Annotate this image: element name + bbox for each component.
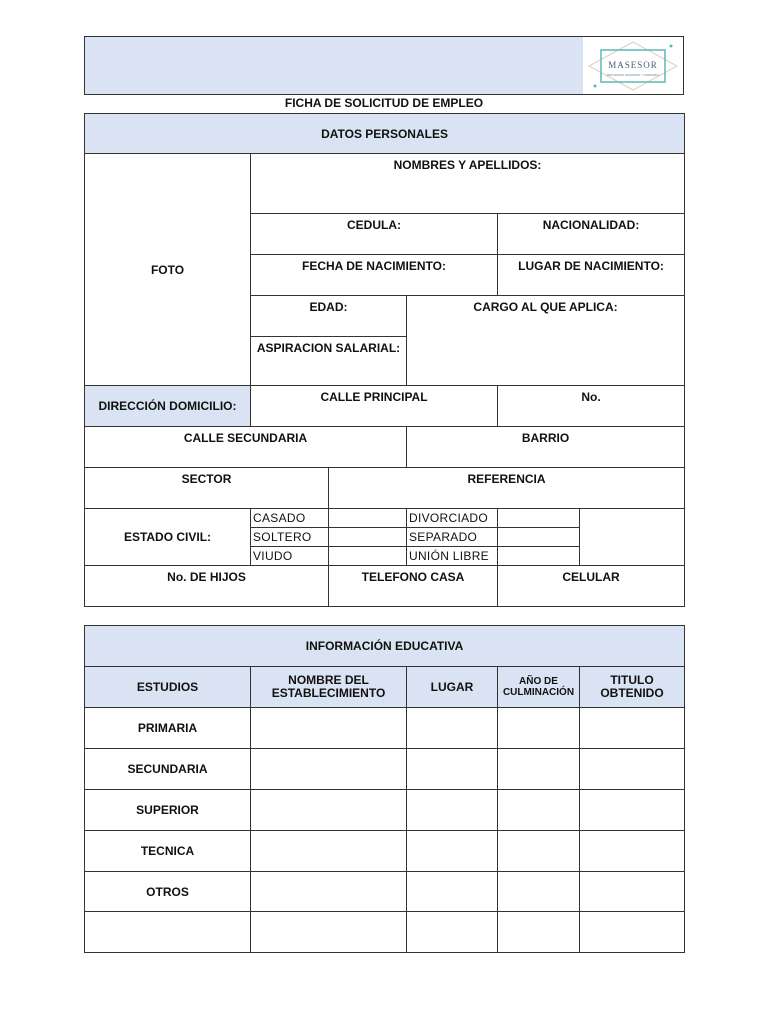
checkbox-separado[interactable] (498, 528, 580, 547)
field-telefono[interactable] (329, 566, 498, 607)
logo-graphic (587, 40, 679, 92)
option-divorciado: DIVORCIADO (407, 509, 498, 528)
cell-input[interactable] (498, 912, 580, 953)
row-label-superior: SUPERIOR (85, 790, 251, 831)
checkbox-soltero[interactable] (329, 528, 407, 547)
section-title-education: INFORMACIÓN EDUCATIVA (85, 626, 685, 667)
col-header-titulo-text: TITULO OBTENIDO (600, 673, 664, 700)
checkbox-union-libre[interactable] (498, 547, 580, 566)
label-fecha-nacimiento: FECHA DE NACIMIENTO: (302, 259, 446, 273)
field-referencia[interactable] (329, 468, 685, 509)
label-edad: EDAD: (309, 300, 348, 314)
row-label-tecnica: TECNICA (85, 831, 251, 872)
label-cargo: CARGO AL QUE APLICA: (473, 300, 618, 314)
document-title: FICHA DE SOLICITUD DE EMPLEO (284, 96, 484, 110)
label-numero: No. (581, 390, 601, 404)
row-label-primaria: PRIMARIA (85, 708, 251, 749)
photo-label: FOTO (150, 262, 185, 277)
checkbox-casado[interactable] (329, 509, 407, 528)
field-nacionalidad[interactable] (498, 214, 685, 255)
cell-input[interactable] (580, 912, 685, 953)
field-calle-principal[interactable] (251, 386, 498, 427)
field-calle-secundaria[interactable] (85, 427, 407, 468)
table-row (85, 708, 685, 749)
field-celular[interactable] (498, 566, 685, 607)
cell-input[interactable] (251, 872, 407, 912)
label-sector: SECTOR (181, 472, 232, 486)
cell-input[interactable] (580, 708, 685, 749)
cell-input[interactable] (407, 708, 498, 749)
photo-box[interactable] (85, 154, 251, 386)
field-nombres[interactable] (251, 154, 685, 214)
label-hijos: No. DE HIJOS (167, 570, 246, 584)
col-header-estudios: ESTUDIOS (85, 667, 251, 708)
label-nacionalidad: NACIONALIDAD: (542, 218, 640, 232)
cell-input[interactable] (498, 872, 580, 912)
svg-text:RECURSOS HUMANOS Y ASESORIA: RECURSOS HUMANOS Y ASESORIA (607, 72, 659, 77)
cell-input[interactable] (498, 749, 580, 790)
field-numero[interactable] (498, 386, 685, 427)
checkbox-viudo[interactable] (329, 547, 407, 566)
cell-input[interactable] (580, 749, 685, 790)
cell-input[interactable] (407, 872, 498, 912)
cell-input[interactable] (251, 749, 407, 790)
personal-data-table (84, 113, 685, 607)
label-cedula: CEDULA: (347, 218, 401, 232)
estado-civil-blank (580, 509, 685, 566)
cell-input[interactable] (498, 708, 580, 749)
label-calle-principal: CALLE PRINCIPAL (320, 390, 428, 404)
table-row (85, 749, 685, 790)
table-row (85, 912, 685, 953)
col-header-lugar: LUGAR (407, 667, 498, 708)
field-cargo[interactable] (407, 296, 685, 386)
cell-input[interactable] (407, 790, 498, 831)
table-row (85, 831, 685, 872)
label-referencia: REFERENCIA (467, 472, 546, 486)
cell-input[interactable] (407, 831, 498, 872)
svg-text:MASESOR: MASESOR (608, 59, 658, 70)
company-logo (583, 37, 683, 94)
field-aspiracion[interactable] (251, 337, 407, 386)
col-header-establecimiento (251, 667, 407, 708)
cell-input[interactable] (407, 912, 498, 953)
cell-input[interactable] (498, 831, 580, 872)
field-barrio[interactable] (407, 427, 685, 468)
label-aspiracion: ASPIRACION SALARIAL: (256, 341, 401, 355)
field-sector[interactable] (85, 468, 329, 509)
label-direccion: DIRECCIÓN DOMICILIO: (98, 399, 237, 413)
cell-input[interactable] (580, 790, 685, 831)
col-header-establecimiento-text: NOMBRE DEL ESTABLECIMIENTO (271, 673, 386, 700)
label-direccion-cell (85, 386, 251, 427)
label-nombres: NOMBRES Y APELLIDOS: (393, 158, 542, 172)
education-table (84, 625, 685, 953)
field-lugar-nacimiento[interactable] (498, 255, 685, 296)
label-lugar-nacimiento: LUGAR DE NACIMIENTO: (518, 259, 664, 273)
cell-input[interactable] (580, 872, 685, 912)
section-title-personal: DATOS PERSONALES (85, 114, 685, 154)
option-viudo: VIUDO (251, 547, 329, 566)
option-soltero: SOLTERO (251, 528, 329, 547)
field-cedula[interactable] (251, 214, 498, 255)
field-fecha-nacimiento[interactable] (251, 255, 498, 296)
checkbox-divorciado[interactable] (498, 509, 580, 528)
cell-input[interactable] (498, 790, 580, 831)
cell-input[interactable] (251, 790, 407, 831)
header-band (84, 36, 684, 95)
label-celular: CELULAR (562, 570, 620, 584)
col-header-ano (498, 667, 580, 708)
row-label-blank[interactable] (85, 912, 251, 953)
row-label-otros: OTROS (85, 872, 251, 912)
cell-input[interactable] (251, 912, 407, 953)
row-label-secundaria: SECUNDARIA (85, 749, 251, 790)
cell-input[interactable] (251, 708, 407, 749)
option-separado: SEPARADO (407, 528, 498, 547)
cell-input[interactable] (251, 831, 407, 872)
label-estado-civil: ESTADO CIVIL: (123, 530, 212, 544)
field-edad[interactable] (251, 296, 407, 337)
label-calle-secundaria: CALLE SECUNDARIA (183, 431, 308, 445)
field-hijos[interactable] (85, 566, 329, 607)
col-header-titulo (580, 667, 685, 708)
option-union-libre: UNIÓN LIBRE (407, 547, 498, 566)
table-row (85, 790, 685, 831)
label-estado-civil-cell (85, 509, 251, 566)
table-row (85, 872, 685, 912)
label-telefono: TELEFONO CASA (361, 570, 465, 584)
cell-input[interactable] (407, 749, 498, 790)
option-casado: CASADO (251, 509, 329, 528)
cell-input[interactable] (580, 831, 685, 872)
label-barrio: BARRIO (521, 431, 570, 445)
col-header-ano-text: AÑO DE CULMINACIÓN (502, 676, 575, 698)
